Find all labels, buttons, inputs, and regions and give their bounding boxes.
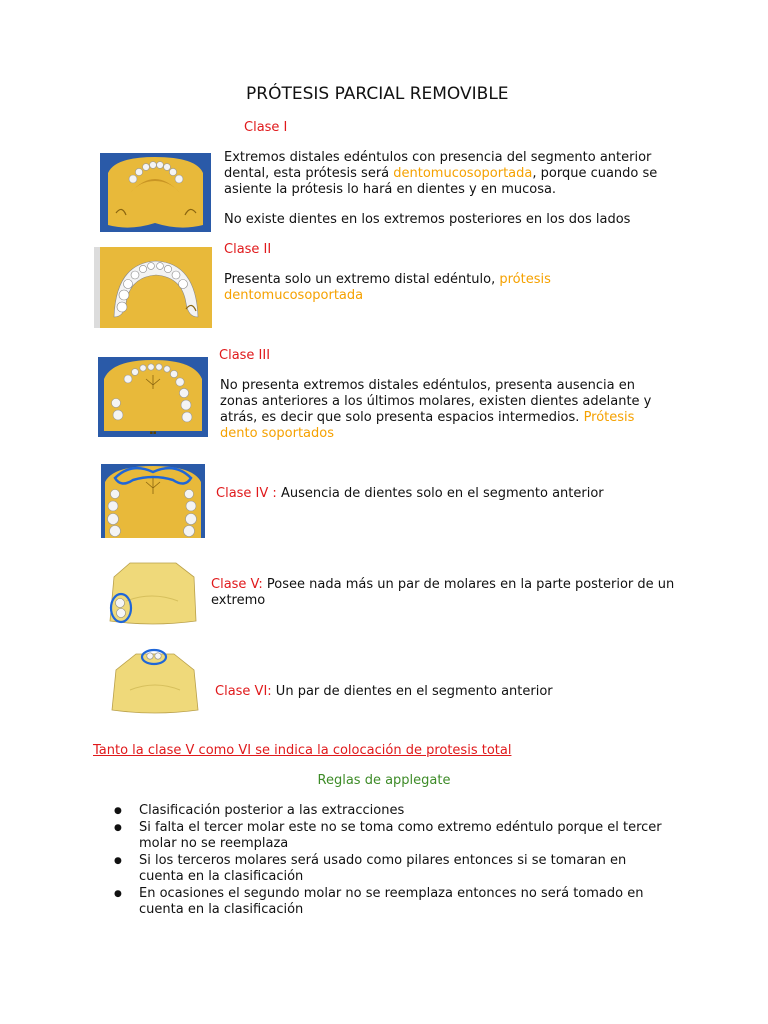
list-item: ● Clasificación posterior a las extracciones [112, 803, 672, 819]
clase-iii-image [98, 357, 208, 437]
svg-text:▪▪: ▪▪ [149, 430, 157, 436]
list-item: ● Si falta el tercer molar este no se toma como extremo edéntulo porque el tercer molar no se reemplaza [112, 820, 672, 852]
clase-i-image [100, 153, 211, 232]
list-item: ● Si los terceros molares será usado como pilares entonces si se tomaran en cuenta en la clasificación [112, 853, 672, 885]
clase-i-description: Extremos distales edéntulos con presencia del segmento anterior dental, esta prótesis será dentomucosoportada, porque cuando se asiente la prótesis lo hará en dientes y en mucosa. [224, 150, 658, 197]
clase-iv-image [101, 464, 205, 538]
clase-v-image [106, 561, 199, 627]
clase-vi-description: Clase VI: Un par de dientes en el segmento anterior [215, 684, 553, 699]
clase-vi-image [106, 648, 204, 716]
clase-iii-heading: Clase III [219, 348, 271, 363]
clase-iii-description: No presenta extremos distales edéntulos, presenta ausencia en zonas anteriores a los últimos molares, existen dientes adelante y atrás, es decir que solo presenta espacios intermedios. Prótesis dento soportados [220, 378, 652, 441]
clase-ii-image [94, 247, 212, 328]
clase-vi-heading: Clase VI: [215, 684, 272, 699]
clase-i-highlight: dentomucosoportada [393, 166, 533, 181]
clase-i-note: No existe dientes en los extremos posteriores en los dos lados [224, 212, 631, 227]
clase-ii-description: Presenta solo un extremo distal edéntulo, prótesis dentomucosoportada [224, 272, 551, 303]
clase-v-description: Clase V: Posee nada más un par de molares en la parte posterior de un extremo [211, 577, 675, 608]
clase-ii-highlight: prótesis dentomucosoportada [224, 272, 551, 303]
clase-iv-description: Clase IV : Ausencia de dientes solo en el segmento anterior [216, 486, 604, 501]
applegate-rules-title: Reglas de applegate [317, 773, 451, 788]
list-item: ● En ocasiones el segundo molar no se reemplaza entonces no será tomado en cuenta en la clasificación [112, 886, 672, 918]
clase-v-heading: Clase V: [211, 577, 263, 592]
applegate-rules-list [112, 803, 672, 919]
clase-i-heading: Clase I [244, 120, 288, 135]
page-title: PRÓTESIS PARCIAL REMOVIBLE [246, 84, 509, 104]
clase-iv-heading: Clase IV : [216, 486, 277, 501]
clase-ii-heading: Clase II [224, 242, 272, 257]
total-prosthesis-note: Tanto la clase V como VI se indica la colocación de protesis total [93, 743, 512, 758]
clase-iii-highlight: Prótesis dento soportados [220, 410, 635, 441]
